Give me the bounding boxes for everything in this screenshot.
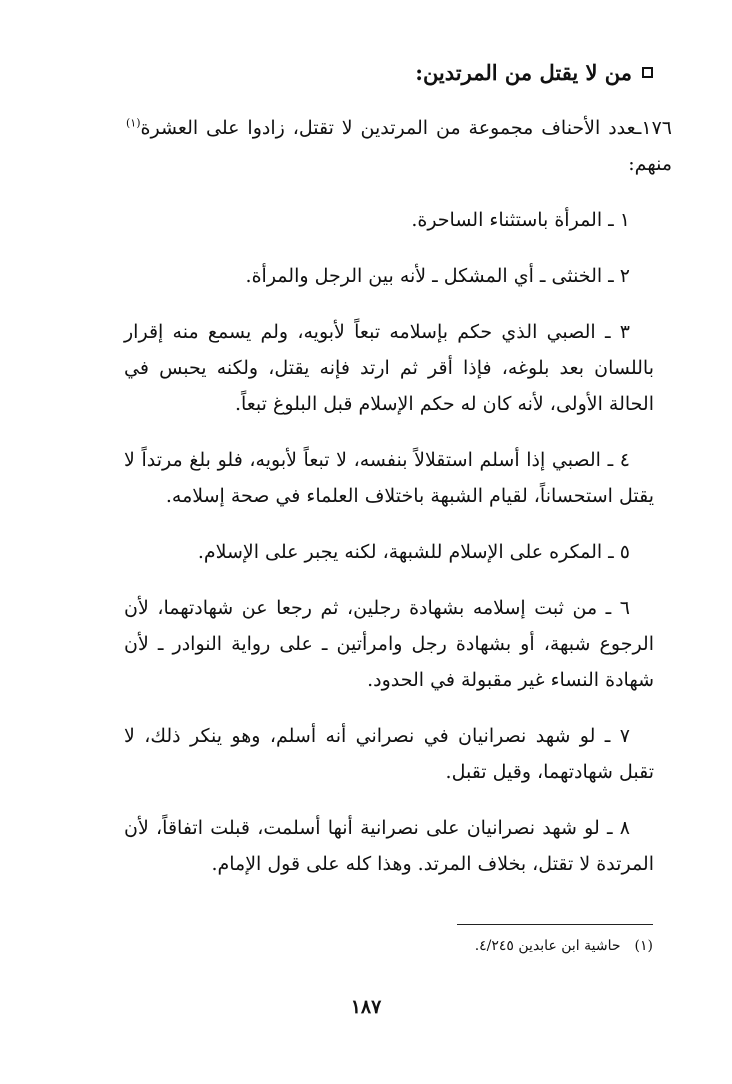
list-item: ٣ ـ الصبي الذي حكم بإسلامه تبعاً لأبويه، ولم يسمع منه إقرار باللسان بعد بلوغه، فإذا أقر ثم ارتد فإنه يقتل، ولكنه يحبس في الحالة الأولى، لأنه كان له حكم الإسلام قبل البلوغ تبعاً.: [124, 321, 654, 415]
list-item: ١ ـ المرأة باستثناء الساحرة.: [411, 209, 630, 231]
intro-number: ١٧٦: [641, 117, 672, 139]
footnote: [475, 938, 653, 954]
square-bullet-icon: [642, 67, 653, 78]
footnote-reference: (١): [126, 116, 141, 130]
section-heading: [415, 60, 653, 85]
list-item: ٧ ـ لو شهد نصرانيان في نصراني أنه أسلم، وهو ينكر ذلك، لا تقبل شهادتهما، وقيل تقبل.: [124, 725, 654, 783]
intro-text-after: منهم:: [628, 153, 672, 175]
footnote-divider: [457, 924, 653, 925]
footnote-mark: (١): [634, 938, 653, 954]
list-item: ٢ ـ الخنثى ـ أي المشكل ـ لأنه بين الرجل والمرأة.: [245, 265, 630, 287]
list-item: ٨ ـ لو شهد نصرانيان على نصرانية أنها أسلمت، قبلت اتفاقاً، لأن المرتدة لا تقتل، بخلاف المرتد. وهذا كله على قول الإمام.: [124, 817, 654, 875]
list-item: ٤ ـ الصبي إذا أسلم استقلالاً بنفسه، لا تبعاً لأبويه، فلو بلغ مرتداً لا يقتل استحساناً، لقيام الشبهة باختلاف العلماء في صحة إسلامه.: [124, 449, 654, 507]
list-item: ٥ ـ المكره على الإسلام للشبهة، لكنه يجبر على الإسلام.: [197, 541, 630, 563]
section-heading-text: من لا يقتل من المرتدين:: [415, 60, 632, 85]
intro-text: عدد الأحناف مجموعة من المرتدين لا تقتل، زادوا على العشرة: [140, 117, 636, 139]
footnote-text: حاشية ابن عابدين ٤/٢٤٥.: [474, 938, 621, 954]
body-text: [124, 110, 672, 902]
page-number: ١٨٧: [350, 996, 382, 1018]
list-item: ٦ ـ من ثبت إسلامه بشهادة رجلين، ثم رجعا عن شهادتهما، لأن الرجوع شبهة، أو بشهادة رجل وامرأتين ـ على رواية النوادر ـ لأن شهادة النساء غير مقبولة في الحدود.: [124, 597, 654, 691]
intro-paragraph: [126, 110, 672, 182]
intro-dash: ـ: [635, 117, 642, 139]
